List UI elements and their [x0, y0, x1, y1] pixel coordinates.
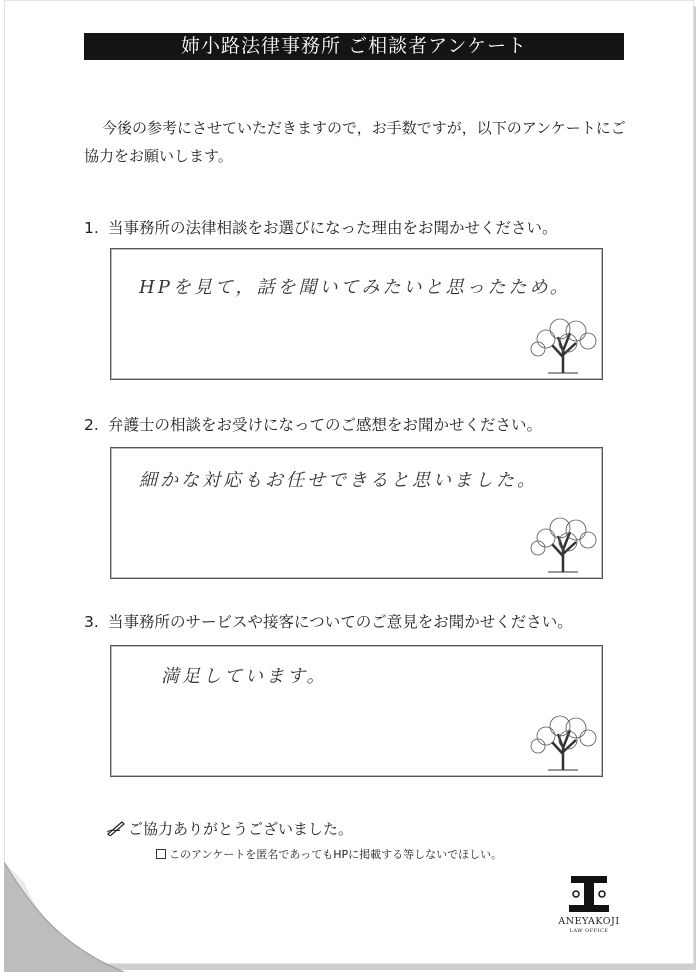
question-1: [84, 218, 644, 238]
question-number: 2.: [84, 416, 99, 434]
logo-mark-icon: [567, 876, 611, 912]
question-3: [84, 612, 644, 632]
question-text: 弁護士の相談をお受けになってのご感想をお聞かせください。: [108, 416, 543, 434]
thanks-message: [106, 818, 353, 839]
question-number: 1.: [84, 219, 99, 237]
question-number: 3.: [84, 613, 99, 631]
logo-subtitle: LAW OFFICE: [569, 928, 609, 934]
question-2: [84, 415, 644, 435]
logo-name: ANEYAKOJI: [558, 916, 620, 927]
handwritten-answer: 細かな対応もお任せできると思いました。: [139, 470, 538, 491]
question-text: 当事務所のサービスや接客についてのご意見をお聞かせください。: [108, 613, 573, 631]
pen-icon: [106, 820, 126, 836]
handwritten-answer: 満足しています。: [161, 666, 328, 687]
checkbox-icon[interactable]: [156, 849, 166, 859]
privacy-note: [156, 846, 502, 862]
tree-icon: [526, 516, 600, 574]
tree-icon: [526, 317, 600, 375]
intro-text: 今後の参考にさせていただきますので，お手数ですが，以下のアンケートにご協力をお願いします。: [84, 119, 626, 165]
question-text: 当事務所の法律相談をお選びになった理由をお聞かせください。: [108, 219, 558, 237]
privacy-note-text: このアンケートを匿名であってもHPに掲載する等しないでほしい。: [169, 848, 503, 861]
page-title: 姉小路法律事務所 ご相談者アンケート: [84, 33, 624, 60]
answer-box-2[interactable]: [110, 447, 603, 579]
answer-box-3[interactable]: [110, 645, 603, 777]
handwritten-answer: HPを見て，話を聞いてみたいと思ったため。: [139, 277, 571, 298]
page-curl: [4, 862, 124, 972]
thanks-text: ご協力ありがとうございました。: [128, 820, 354, 838]
answer-box-1[interactable]: [110, 248, 603, 380]
law-office-logo: [558, 876, 620, 934]
tree-icon: [526, 714, 600, 772]
